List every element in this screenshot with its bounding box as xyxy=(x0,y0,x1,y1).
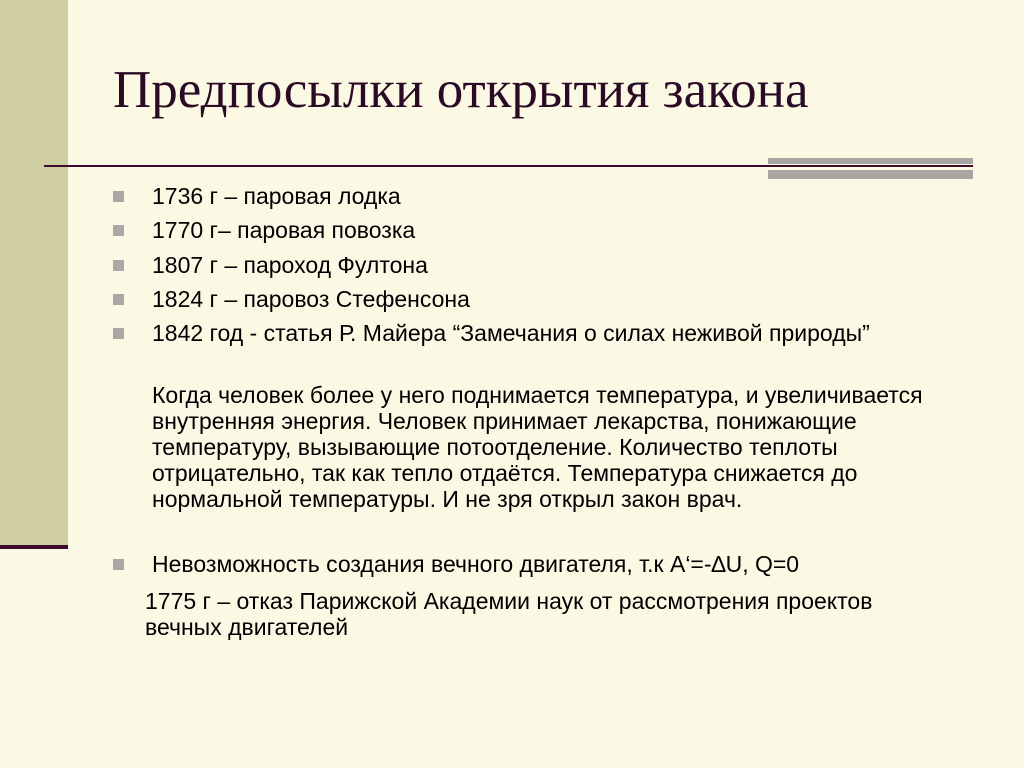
title-accent-bar-bottom xyxy=(768,170,973,179)
bullet-text: 1770 г– паровая повозка xyxy=(152,217,416,243)
title-accent-bar-top xyxy=(768,158,973,164)
footer-note: 1775 г – отказ Парижской Академии наук от рассмотрения проектов вечных двигателей xyxy=(145,588,873,640)
square-bullet-icon xyxy=(113,328,124,339)
bullet-text: Невозможность создания вечного двигателя, т.к A‘=-∆U, Q=0 xyxy=(152,551,800,577)
square-bullet-icon xyxy=(113,191,124,202)
bullet-text: 1807 г – пароход Фултона xyxy=(152,252,428,278)
title-rule xyxy=(44,165,804,167)
slide-title: Предпосылки открытия закона xyxy=(113,61,809,119)
bullet-text: 1842 год - статья Р. Майера “Замечания о силах неживой природы” xyxy=(152,320,870,346)
square-bullet-icon xyxy=(113,294,124,305)
bullet-text: 1824 г – паровоз Стефенсона xyxy=(152,286,470,312)
square-bullet-icon xyxy=(113,559,124,570)
explanation-paragraph: Когда человек более у него поднимается температура, и увеличивается внутренняя энергия. Человек принимает лекарства, понижающие температуру, вызывающие потоотделение. Количество теплоты отрицательно, так как тепло отдаётся. Температура снижается до нормальной температуры. И не зря открыл закон врач. xyxy=(152,382,923,512)
title-accent-line xyxy=(804,165,973,167)
bullet-text: 1736 г – паровая лодка xyxy=(152,183,401,209)
left-band-underline xyxy=(0,545,68,549)
square-bullet-icon xyxy=(113,225,124,236)
left-decorative-band xyxy=(0,0,68,547)
square-bullet-icon xyxy=(113,260,124,271)
